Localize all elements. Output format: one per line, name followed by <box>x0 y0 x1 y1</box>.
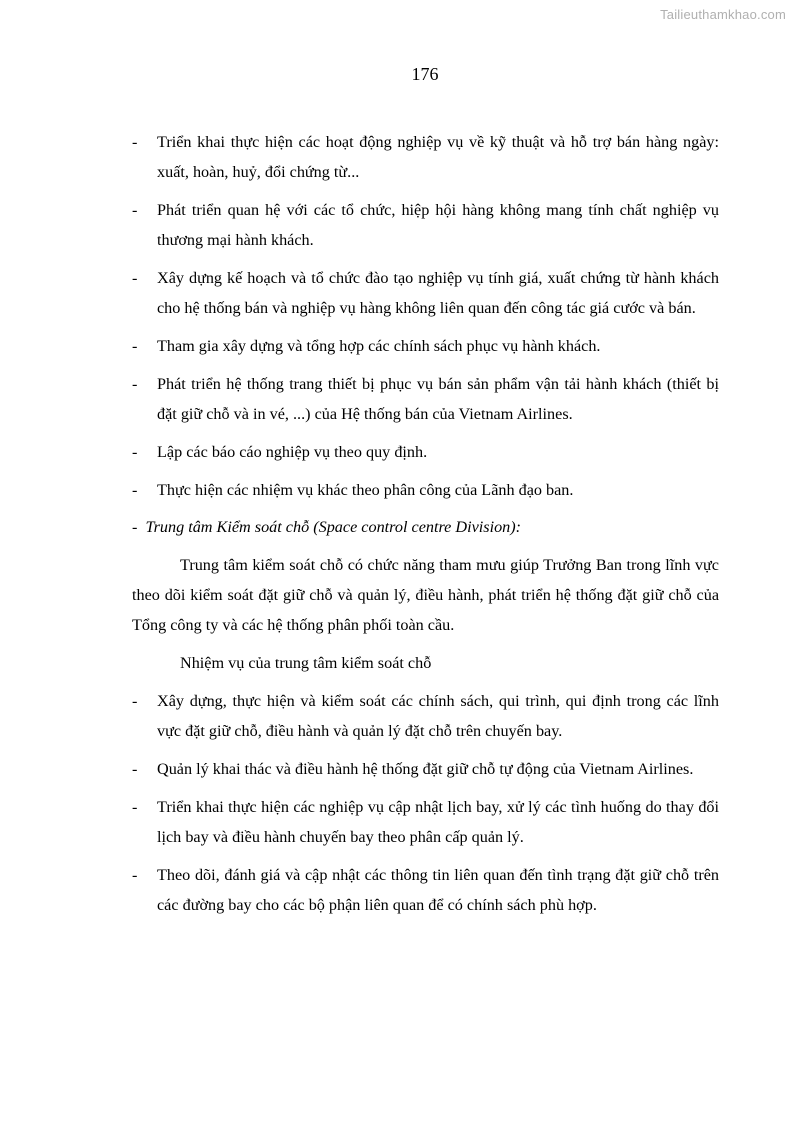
duties-label: Nhiệm vụ của trung tâm kiểm soát chỗ <box>180 654 432 672</box>
list-item: - Theo dõi, đánh giá và cập nhật các thông tin liên quan đến tình trạng đặt giữ chỗ trên các đường bay cho các bộ phận liên quan để có chính sách phù hợp. <box>132 860 719 920</box>
list-item: - Phát triển hệ thống trang thiết bị phục vụ bán sản phẩm vận tải hành khách (thiết bị đặt giữ chỗ và in vé, ...) của Hệ thống bán của Vietnam Airlines. <box>132 369 719 429</box>
list-item: - Tham gia xây dựng và tổng hợp các chính sách phục vụ hành khách. <box>132 331 719 361</box>
section-heading <box>132 512 719 542</box>
list-item: - Xây dựng, thực hiện và kiểm soát các chính sách, qui trình, qui định trong các lĩnh vực đặt giữ chỗ, điều hành và quản lý đặt chỗ trên chuyến bay. <box>132 686 719 746</box>
list-item: - Lập các báo cáo nghiệp vụ theo quy định. <box>132 437 719 467</box>
page-number: 176 <box>411 64 439 84</box>
list-item: - Triển khai thực hiện các hoạt động nghiệp vụ về kỹ thuật và hỗ trợ bán hàng ngày: xuất, hoàn, huỷ, đổi chứng từ... <box>132 127 719 187</box>
list-item: - Quản lý khai thác và điều hành hệ thống đặt giữ chỗ tự động của Vietnam Airlines. <box>132 754 719 784</box>
section-paragraph: Trung tâm kiểm soát chỗ có chức năng tham mưu giúp Trưởng Ban trong lĩnh vực theo dõi kiểm soát đặt giữ chỗ và quản lý, điều hành, phát triển hệ thống đặt giữ chỗ của Tổng công ty và các hệ thống phân phối toàn cầu. <box>132 556 719 634</box>
document-body <box>132 127 719 920</box>
list-item: - Xây dựng kế hoạch và tổ chức đào tạo nghiệp vụ tính giá, xuất chứng từ hành khách cho hệ thống bán và nghiệp vụ hàng không liên quan đến công tác giá cước và bán. <box>132 263 719 323</box>
section-dash: - <box>132 518 138 536</box>
list-item: - Thực hiện các nhiệm vụ khác theo phân công của Lãnh đạo ban. <box>132 475 719 505</box>
watermark-text: Tailieuthamkhao.com <box>660 7 786 22</box>
list-item: - Phát triển quan hệ với các tổ chức, hiệp hội hàng không mang tính chất nghiệp vụ thương mại hành khách. <box>132 195 719 255</box>
list-item: - Triển khai thực hiện các nghiệp vụ cập nhật lịch bay, xử lý các tình huống do thay đổi lịch bay và điều hành chuyến bay theo phân cấp quản lý. <box>132 792 719 852</box>
section-title: Trung tâm Kiểm soát chỗ (Space control centre Division): <box>145 518 522 536</box>
